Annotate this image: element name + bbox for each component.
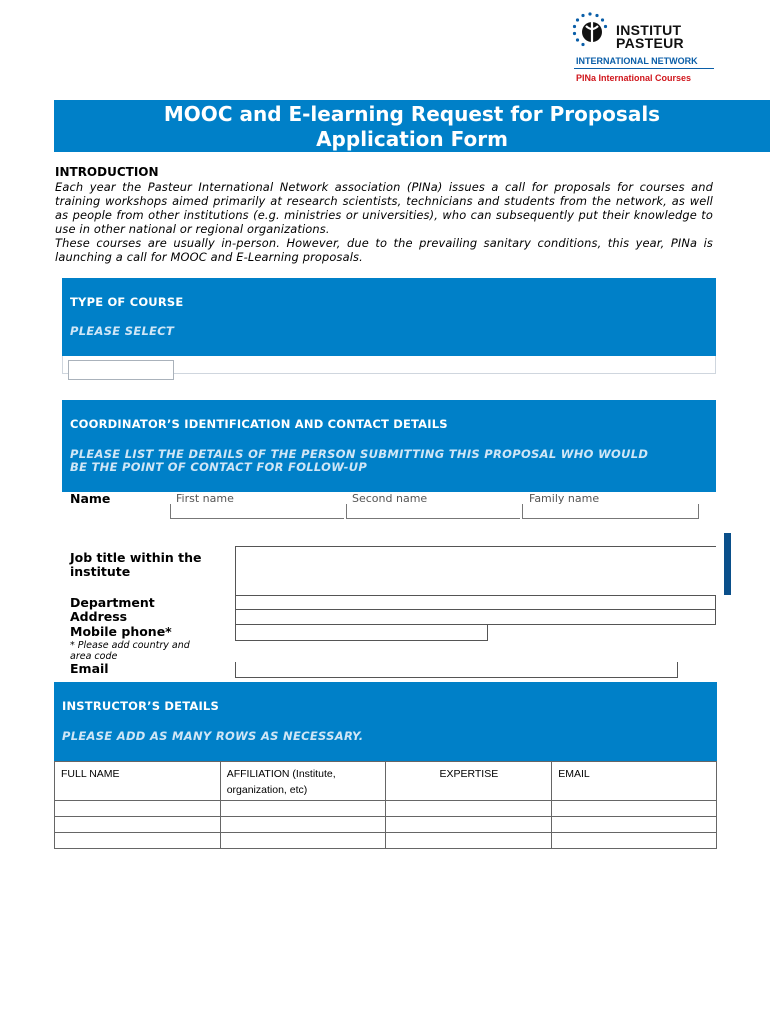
coordinator-note [70,448,648,474]
mobile-phone-field[interactable] [235,624,488,641]
name-field-divider [170,504,171,519]
mobile-phone-note-line-2: area code [70,651,118,662]
department-label: Department [70,595,155,610]
coordinator-note-line-2: BE THE POINT OF CONTACT FOR FOLLOW-UP [70,460,368,474]
name-label: Name [70,491,111,506]
job-title-label-line-1: Job title within the [70,550,202,565]
table-cell[interactable] [386,833,552,849]
second-name-field[interactable] [346,518,520,519]
name-field-divider [522,504,523,519]
address-field[interactable] [235,609,716,625]
logo-line-2: PASTEUR [616,35,684,51]
coordinator-note-line-1: PLEASE LIST THE DETAILS OF THE PERSON SUBMITTING THIS PROPOSAL WHO WOULD [70,447,649,461]
type-of-course-section [62,278,716,356]
instructors-section [54,682,717,761]
column-header-expertise: EXPERTISE [386,762,552,801]
type-of-course-select[interactable] [68,360,174,380]
table-cell[interactable] [552,833,717,849]
column-header-full-name: FULL NAME [55,762,221,801]
intro-paragraph-1: Each year the Pasteur International Network association (PINa) issues a call for proposals for courses and training workshops aimed primarily at research scientists, technicians and students from the network, as well as people from other institutions (e.g. ministries or universities), who can subsequently put their knowledge to use in other national or regional organizations. [55,180,713,236]
name-field-divider [346,504,347,519]
column-header-email: EMAIL [552,762,717,801]
mobile-phone-note-line-1: * Please add country and [70,640,190,651]
table-cell[interactable] [386,817,552,833]
table-cell[interactable] [552,817,717,833]
email-label: Email [70,661,109,676]
title-banner [54,100,770,152]
coordinator-title: COORDINATOR’S IDENTIFICATION AND CONTACT DETAILS [70,417,448,431]
job-title-label [70,551,201,579]
table-cell[interactable] [386,801,552,817]
logo-line-1: INSTITUT [616,22,682,38]
name-field-divider [698,504,699,519]
institut-pasteur-logo [570,10,715,88]
job-title-field[interactable] [235,546,716,596]
first-name-label: First name [176,492,234,505]
address-label: Address [70,609,128,624]
table-cell[interactable] [220,817,386,833]
logo-divider [574,68,714,69]
email-field[interactable] [235,662,678,678]
table-row [55,833,717,849]
affiliation-header-line-1: AFFILIATION (Institute, [226,768,336,780]
table-row [55,817,717,833]
column-header-affiliation [220,762,386,801]
table-row [55,801,717,817]
page-title-line-2: Application Form [316,127,508,151]
table-header-row [55,762,717,801]
job-title-label-line-2: institute [70,564,131,579]
pasteur-globe-icon [572,12,608,48]
table-cell[interactable] [55,817,221,833]
family-name-label: Family name [529,492,600,505]
intro-body [55,180,713,264]
table-cell[interactable] [55,801,221,817]
instructors-table [54,761,717,849]
table-cell[interactable] [220,801,386,817]
family-name-field[interactable] [522,518,698,519]
mobile-phone-label: Mobile phone* [70,624,172,639]
page-title-line-1: MOOC and E-learning Request for Proposals [163,102,661,126]
intro-heading: INTRODUCTION [55,165,159,179]
table-cell[interactable] [55,833,221,849]
department-field[interactable] [235,595,716,610]
first-name-field[interactable] [170,518,344,519]
affiliation-header-line-2: organization, etc) [226,784,308,796]
type-of-course-title: TYPE OF COURSE [70,295,184,309]
logo-network: INTERNATIONAL NETWORK [576,56,698,66]
table-cell[interactable] [552,801,717,817]
intro-paragraph-2: These courses are usually in-person. However, due to the prevailing sanitary conditions, this year, PINa is launching a call for MOOC and E-Learning proposals. [55,236,713,264]
type-of-course-note: PLEASE SELECT [70,324,175,338]
logo-courses: PINa International Courses [576,73,692,83]
page-side-marker [724,533,731,595]
mobile-phone-note [70,640,190,662]
table-cell[interactable] [220,833,386,849]
coordinator-section [62,400,716,492]
instructors-title: INSTRUCTOR’S DETAILS [62,699,219,713]
second-name-label: Second name [352,492,428,505]
instructors-note: PLEASE ADD AS MANY ROWS AS NECESSARY. [62,729,364,743]
